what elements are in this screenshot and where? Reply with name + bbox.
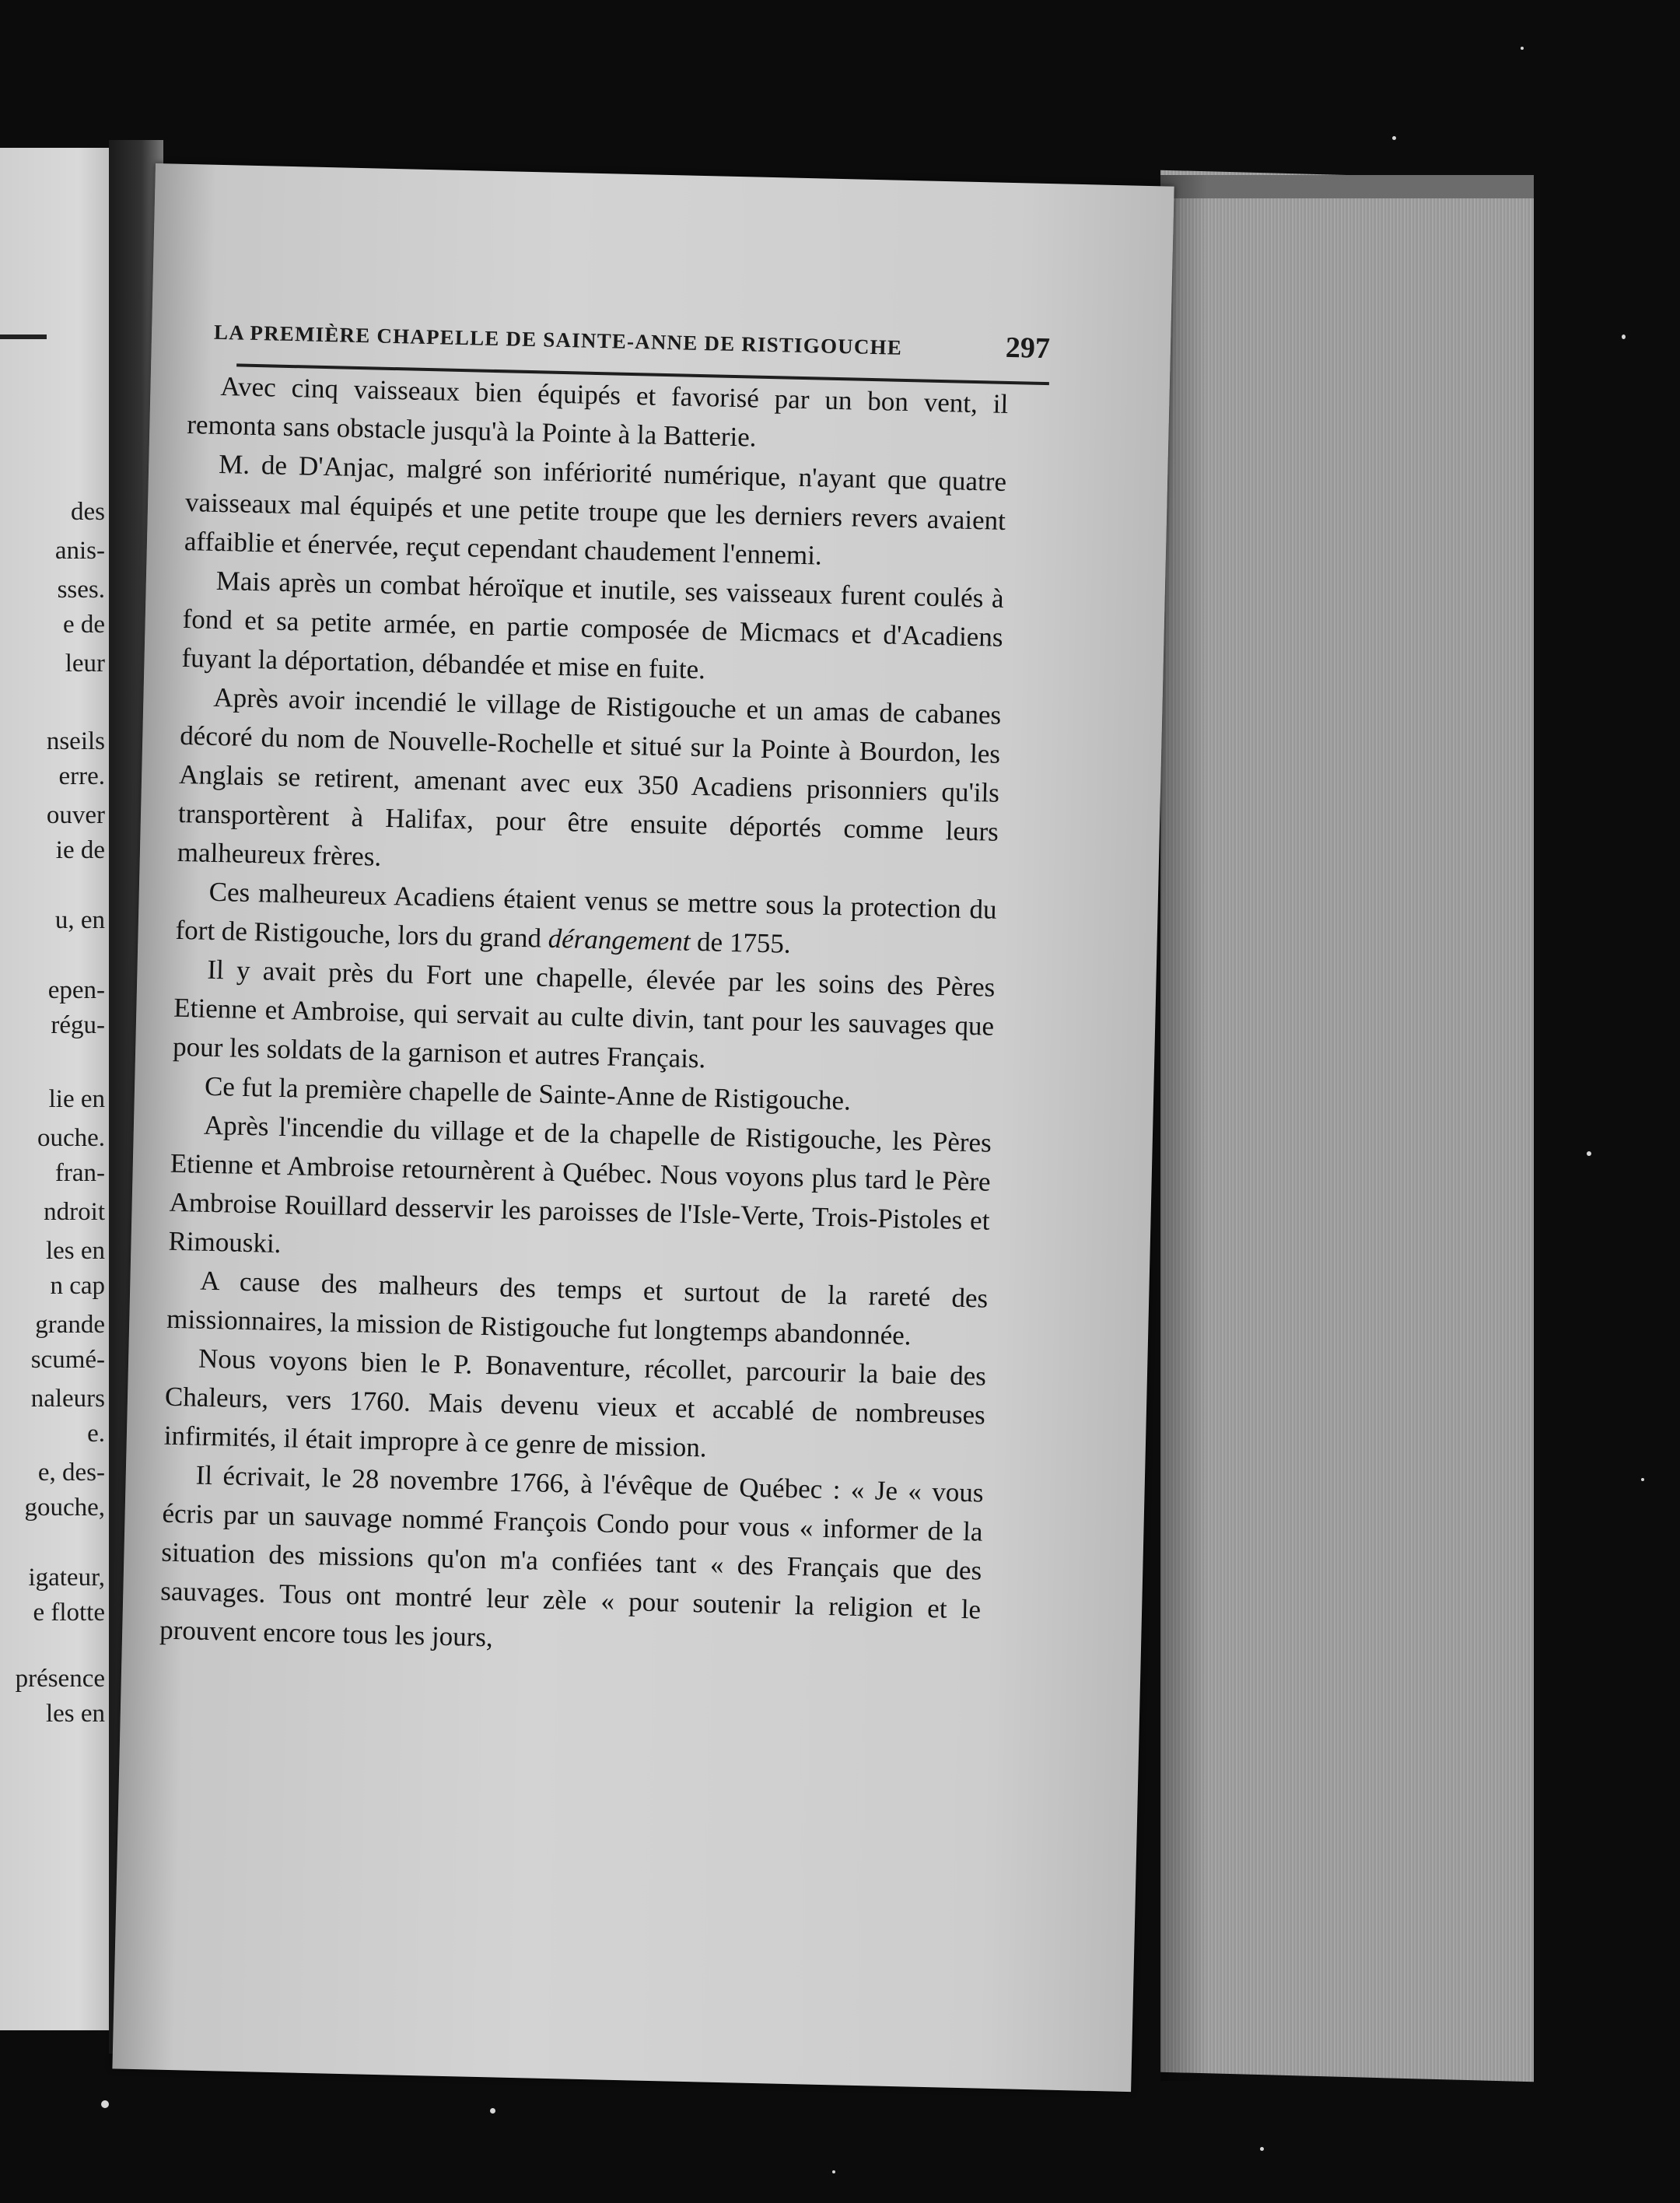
left-page-text-fragment: ouver: [46, 801, 105, 829]
left-page-text-fragment: fran-: [54, 1159, 105, 1187]
left-page-text-fragment: présence: [15, 1665, 105, 1693]
left-page-text-fragment: sses.: [57, 576, 105, 604]
page-block-edge: [1160, 170, 1534, 2082]
film-speck: [101, 2100, 109, 2108]
paragraph: Nous voyons bien le P. Bonaventure, récollet, parcourir la baie des Chaleurs, vers 1760. Mais devenu vieux et accablé de nombreuses infirmités, il était impropre à ce genre de mission.: [163, 1343, 987, 1463]
left-page-text-fragment: naleurs: [30, 1385, 105, 1413]
left-page-text-fragment: ndroit: [44, 1198, 105, 1226]
left-page-text-fragment: lie en: [48, 1085, 105, 1113]
film-speck: [490, 2108, 495, 2114]
left-page-text-fragment: e de: [62, 611, 105, 639]
film-speck: [1260, 2147, 1264, 2151]
paragraph: Avec cinq vaisseaux bien équipés et favorisé par un bon vent, il remonta sans obstacle jusqu'à la Pointe à la Batterie.: [186, 370, 1009, 453]
left-page-text-fragment: e flotte: [33, 1599, 105, 1627]
left-page-text-fragment: gouche,: [24, 1494, 105, 1522]
paragraph-text: Ces malheureux Acadiens étaient venus se mettre sous la protection du fort de Ristigouche, lors du grand: [175, 876, 997, 954]
left-page-text-fragment: les en: [45, 1237, 105, 1265]
film-speck: [1392, 136, 1396, 140]
paragraph: Il y avait près du Fort une chapelle, élevée par les soins des Pères Etienne et Ambroise, qui servait au culte divin, tant pour les sauvages que pour les soldats de la garnison et autres Français.: [172, 954, 996, 1074]
film-speck: [1622, 334, 1626, 339]
left-page-text-fragment: régu-: [51, 1011, 105, 1039]
film-speck: [1521, 47, 1524, 50]
left-page-text-fragment: igateur,: [28, 1564, 105, 1592]
page-number: 297: [1005, 331, 1051, 366]
paragraph: Ce fut la première chapelle de Sainte-Anne de Ristigouche.: [204, 1070, 852, 1116]
left-page-header-rule: [0, 334, 47, 339]
left-page-text-fragment: u, en: [54, 906, 105, 934]
paragraph: A cause des malheurs des temps et surtout de la rareté des missionnaires, la mission de Ristigouche fut longtemps abandonnée.: [166, 1265, 989, 1351]
paragraph: Il écrivait, le 28 novembre 1766, à l'évêque de Québec : « Je « vous écris par un sauvage nommé François Condo pour vous « informer de la situation des missions qu'on m'a confiées tant « des Français que des sauvages. Tous ont montré leur zèle « pour soutenir la religion et le prouvent encore tous les jours,: [159, 1459, 984, 1653]
paragraph: Mais après un combat héroïque et inutile, ses vaisseaux furent coulés à fond et sa petite armée, en partie composée de Micmacs et d'Acadiens fuyant la déportation, débandée et mise en fuite.: [181, 565, 1005, 685]
left-page-text-fragment: leur: [65, 650, 105, 678]
page-block-top: [1160, 175, 1534, 198]
film-speck: [1641, 1478, 1644, 1481]
running-title: LA PREMIÈRE CHAPELLE DE SAINTE-ANNE DE RISTIGOUCHE: [213, 320, 903, 359]
left-page-text-fragment: anis-: [54, 537, 105, 565]
left-page-text-fragment: scumé-: [30, 1346, 105, 1374]
left-page-text-fragment: nseils: [46, 727, 105, 755]
left-page-text-fragment: e.: [87, 1420, 105, 1448]
body-text: [159, 366, 1009, 1669]
italic-term: dérangement: [548, 923, 691, 957]
left-page-text-fragment: ie de: [55, 836, 105, 864]
paragraph-text: de 1755.: [689, 926, 792, 959]
paragraph: Après l'incendie du village et de la chapelle de Ristigouche, les Pères Etienne et Ambroise retournèrent à Québec. Nous voyons plus tard le Père Ambroise Rouillard desservir les paroisses de l'Isle-Verte, Trois-Pistoles et Rimouski.: [168, 1109, 992, 1259]
left-page-text-fragment: e, des-: [37, 1459, 105, 1487]
left-page-text-fragment: des: [71, 498, 105, 526]
left-page-text-fragment: les en: [45, 1700, 105, 1728]
film-speck: [1587, 1151, 1591, 1156]
left-page-text-fragment: ouche.: [37, 1124, 105, 1152]
left-facing-page: [0, 148, 113, 2030]
paragraph: Après avoir incendié le village de Ristigouche et un amas de cabanes décoré du nom de Nouvelle-Rochelle et situé sur la Pointe à Bourdon, les Anglais se retirent, amenant avec eux 350 Acadiens prisonniers qu'ils transportèrent à Halifax, pour être ensuite déportés comme leurs malheureux frères.: [177, 681, 1002, 872]
paragraph: M. de D'Anjac, malgré son infériorité numérique, n'ayant que quatre vaisseaux mal équipés et une petite troupe que les derniers revers avaient affaiblie et énervée, reçut cependant chaudement l'ennemi.: [184, 448, 1007, 571]
book-page: [112, 163, 1174, 2092]
left-page-text-fragment: n cap: [50, 1272, 105, 1300]
running-header: [214, 313, 1051, 366]
left-page-text-fragment: epen-: [47, 976, 105, 1004]
film-speck: [832, 2170, 835, 2173]
left-page-text-fragment: grande: [35, 1311, 105, 1339]
left-page-text-fragment: erre.: [58, 762, 105, 790]
